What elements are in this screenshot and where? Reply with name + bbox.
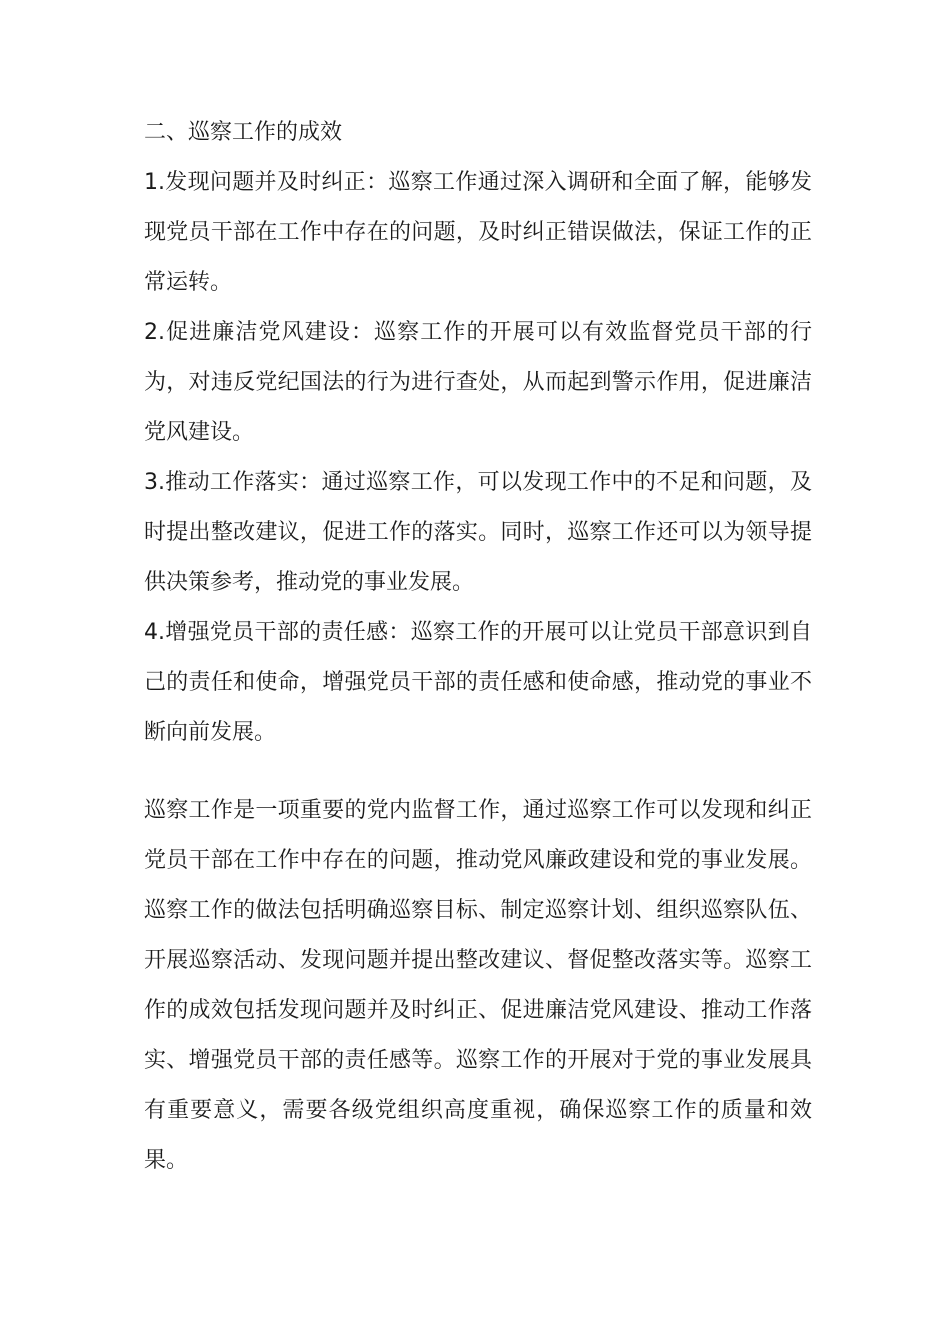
effect-item-3: 3.推动工作落实：通过巡察工作，可以发现工作中的不足和问题，及时提出整改建议，促进工作的落实。同时，巡察工作还可以为领导提供决策参考，推动党的事业发展。 bbox=[144, 470, 812, 595]
section-title: 二、巡察工作的成效 bbox=[144, 120, 343, 145]
summary-paragraph: 巡察工作是一项重要的党内监督工作，通过巡察工作可以发现和纠正党员干部在工作中存在的问题，推动党风廉政建设和党的事业发展。巡察工作的做法包括明确巡察目标、制定巡察计划、组织巡察队伍、开展巡察活动、发现问题并提出整改建议、督促整改落实等。巡察工作的成效包括发现问题并及时纠正、促进廉洁党风建设、推动工作落实、增强党员干部的责任感等。巡察工作的开展对于党的事业发展具有重要意义，需要各级党组织高度重视，确保巡察工作的质量和效果。 bbox=[144, 798, 812, 1173]
effect-item-2: 2.促进廉洁党风建设：巡察工作的开展可以有效监督党员干部的行为，对违反党纪国法的行为进行查处，从而起到警示作用，促进廉洁党风建设。 bbox=[144, 320, 812, 445]
effect-item-4: 4.增强党员干部的责任感：巡察工作的开展可以让党员干部意识到自己的责任和使命，增强党员干部的责任感和使命感，推动党的事业不断向前发展。 bbox=[144, 620, 812, 745]
document-page bbox=[144, 108, 812, 1186]
effect-item-1: 1.发现问题并及时纠正：巡察工作通过深入调研和全面了解，能够发现党员干部在工作中存在的问题，及时纠正错误做法，保证工作的正常运转。 bbox=[144, 170, 812, 295]
